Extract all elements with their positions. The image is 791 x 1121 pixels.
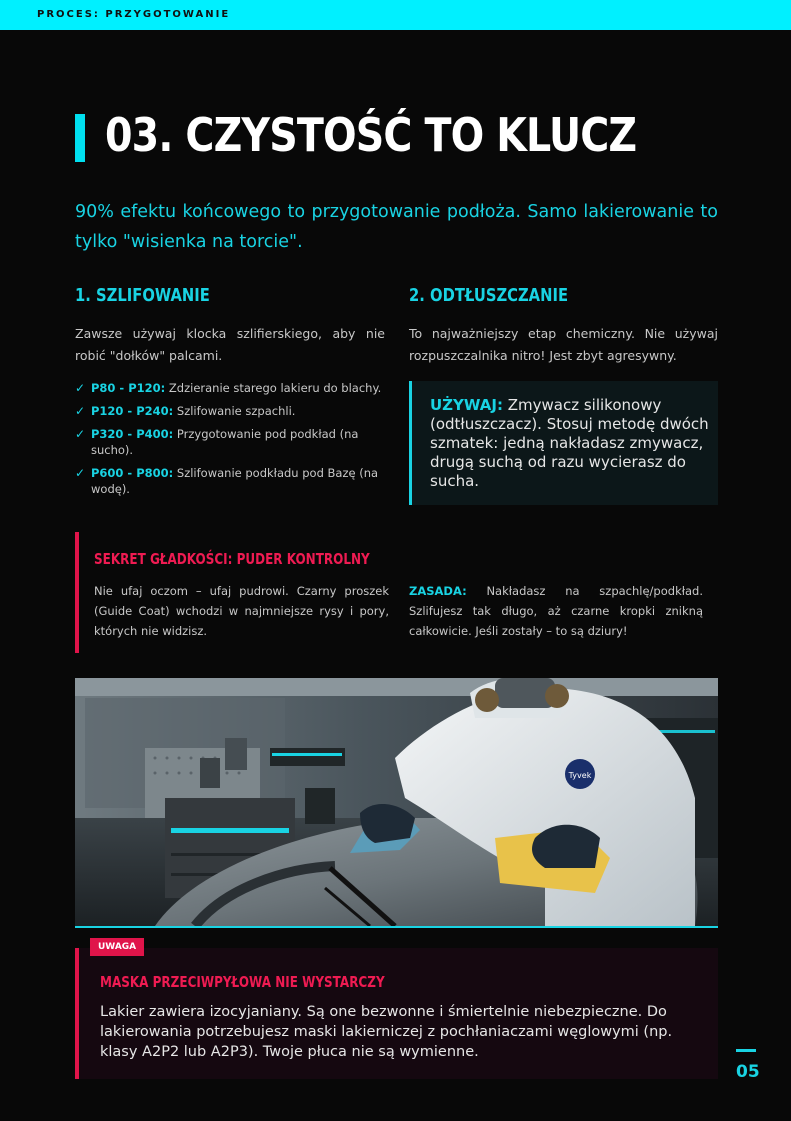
list-item [75, 403, 385, 419]
grit-label: P120 - P240: [91, 404, 174, 418]
list-item [75, 380, 385, 396]
grit-label: P320 - P400: [91, 427, 174, 441]
page-number: 05 [736, 1062, 760, 1082]
degreasing-heading: 2. ODTŁUSZCZANIE [409, 285, 569, 306]
degreasing-intro: To najważniejszy etap chemiczny. Nie używaj rozpuszczalnika nitro! Jest zbyt agresywny. [409, 326, 718, 363]
workshop-photo [75, 678, 718, 926]
warning-text: Lakier zawiera izocyjaniany. Są one bezwonne i śmiertelnie niebezpieczne. Do lakierowania potrzebujesz maski lakierniczej z pochłaniaczami węglowymi (np. klasy A2P2 lub A2P3). Twoje płuca nie są wymienne. [100, 1004, 673, 1060]
warning-badge: UWAGA [90, 938, 144, 956]
page-title: 03. CZYSTOŚĆ TO KLUCZ [105, 108, 637, 162]
callout-text [430, 396, 712, 491]
sanding-intro: Zawsze używaj klocka szlifierskiego, aby nie robić "dołków" palcami. [75, 326, 385, 363]
callout-body: Zmywacz silikonowy (odtłuszczacz). Stosuj metodę dwóch szmatek: jedną nakładasz zmywacz, drugą suchą od razu wycierasz do sucha. [430, 396, 709, 490]
grit-label: P600 - P800: [91, 466, 174, 480]
list-item [75, 465, 385, 497]
workshop-illustration [75, 678, 718, 926]
secret-accent-bar [75, 532, 79, 653]
grit-list [75, 380, 385, 504]
section-label: PROCES: PRZYGOTOWANIE [37, 9, 231, 20]
grit-description: Szlifowanie podkładu pod Bazę (na wodę). [91, 466, 379, 496]
sanding-heading: 1. SZLIFOWANIE [75, 285, 210, 306]
photo-underline [75, 926, 718, 928]
grit-description: Zdzieranie starego lakieru do blachy. [165, 381, 382, 395]
warning-title: MASKA PRZECIWPYŁOWA NIE WYSTARCZY [100, 973, 385, 991]
top-header-bar [0, 0, 791, 30]
lead-paragraph: 90% efektu końcowego to przygotowanie podłoża. Samo lakierowanie to tylko "wisienka na torcie". [75, 202, 718, 252]
rule-label: ZASADA: [409, 584, 467, 598]
grit-label: P80 - P120: [91, 381, 166, 395]
grit-description: Szlifowanie szpachli. [173, 404, 296, 418]
secret-left-text: Nie ufaj oczom – ufaj pudrowi. Czarny proszek (Guide Coat) wchodzi w najmniejsze rysy i pory, których nie widzisz. [94, 584, 389, 638]
check-icon: ✓ [75, 404, 86, 418]
check-icon: ✓ [75, 427, 86, 441]
title-accent-bar [75, 114, 85, 162]
callout-label: UŻYWAJ: [430, 396, 503, 414]
check-icon: ✓ [75, 466, 86, 480]
suit-logo: Tyvek [568, 771, 592, 780]
grit-description: Przygotowanie pod podkład (na sucho). [91, 427, 359, 457]
check-icon: ✓ [75, 381, 86, 395]
degreaser-callout [409, 381, 718, 505]
list-item [75, 426, 385, 458]
secret-rule [409, 581, 703, 641]
rule-text: Nakładasz na szpachlę/podkład. Szlifujesz tak długo, aż czarne kropki znikną całkowicie. Jeśli zostały – to są dziury! [409, 584, 703, 638]
page-number-accent [736, 1049, 756, 1052]
secret-title: SEKRET GŁADKOŚCI: PUDER KONTROLNY [94, 550, 370, 568]
warning-accent-bar [75, 948, 79, 1079]
